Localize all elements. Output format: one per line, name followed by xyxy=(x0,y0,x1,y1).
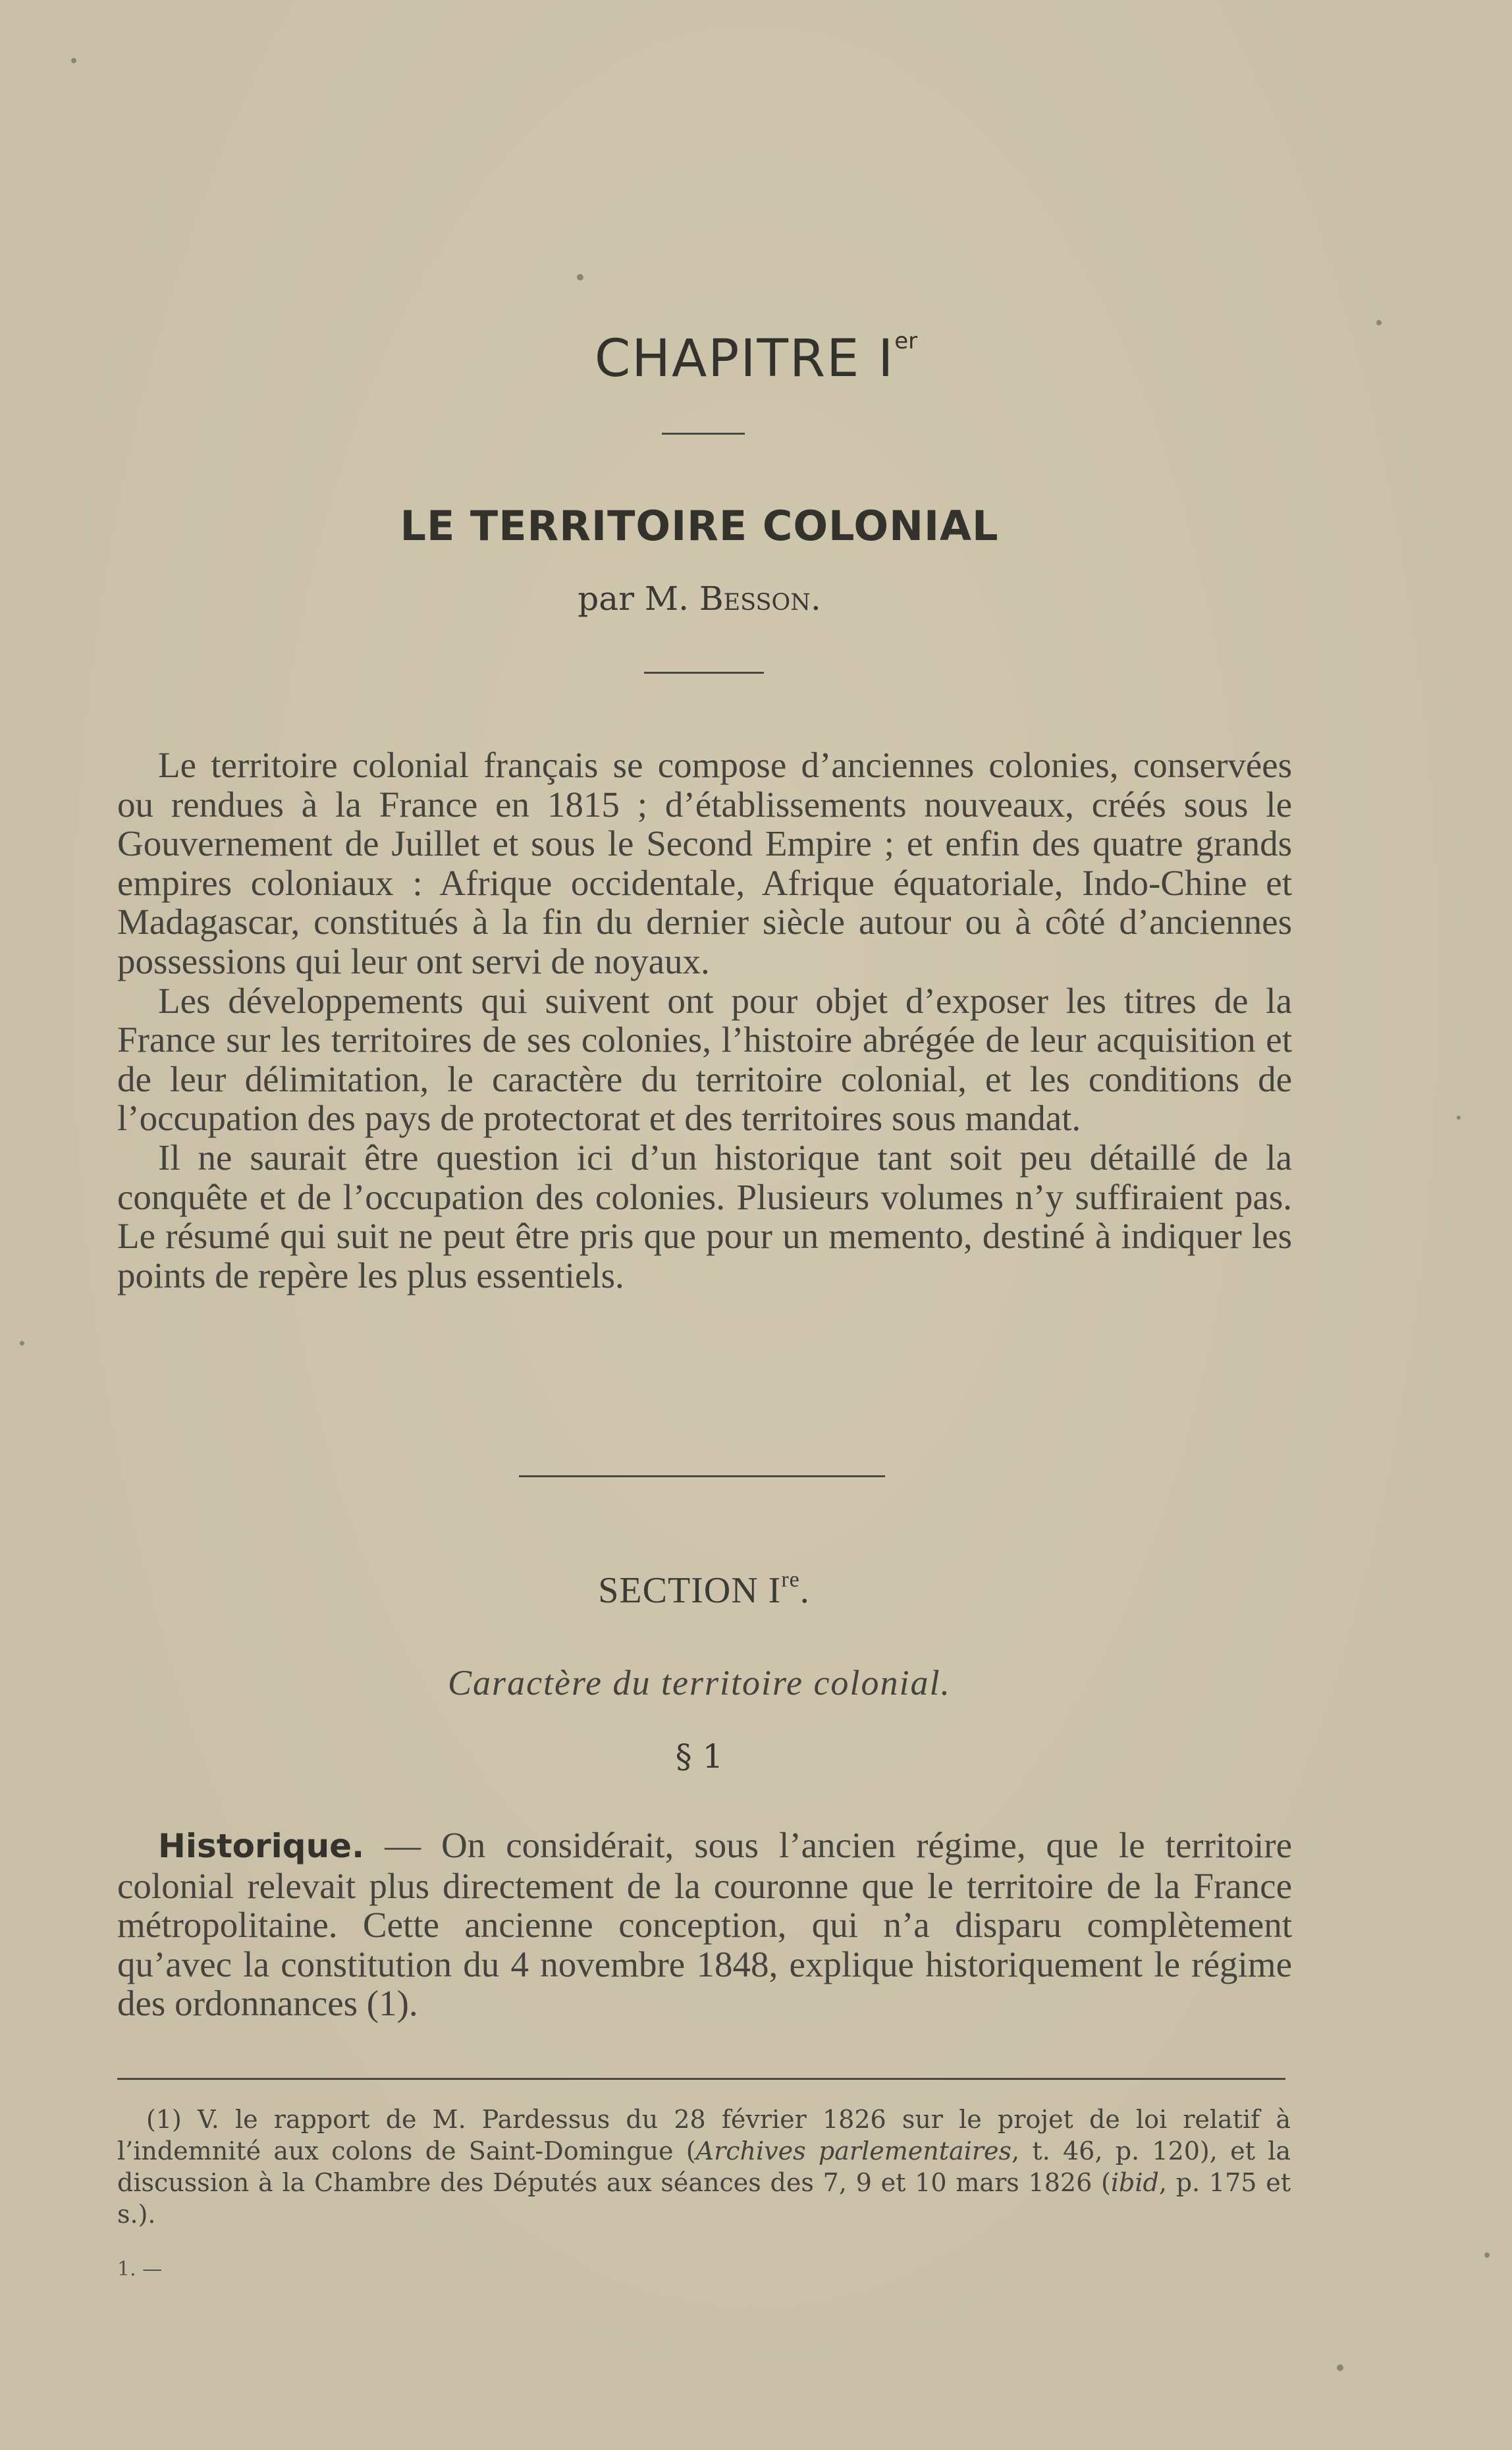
historique-lead: Historique. xyxy=(158,1827,365,1865)
intro-paragraph: Il ne saurait être question ici d’un historique tant soit peu détaillé de la conquête et de l’occupation des colonies. Plusieurs volumes n’y suffiraient pas. Le résumé qui suit ne peut être pris que pour un memento, destiné à indiquer les points de repère les plus essentiels. xyxy=(117,1137,1292,1295)
footnote xyxy=(117,2104,1291,2230)
section-label: SECTION I xyxy=(598,1570,782,1611)
section-ordinal-suffix: re xyxy=(781,1567,800,1592)
section-heading xyxy=(0,1567,1408,1612)
paper-speck xyxy=(1457,1116,1461,1120)
footnote-part: , p. 175 et s.). xyxy=(117,2168,1291,2229)
author-suffix: . xyxy=(810,580,821,618)
paper-speck xyxy=(71,58,76,63)
paper-speck xyxy=(577,274,583,281)
footnote-rule xyxy=(117,2078,1285,2080)
footnote-part: , t. 46, p. 120), et la discussion à la Chambre des Députés aux séances des 7, 9 et 10 mars 1826 ( xyxy=(117,2137,1291,2197)
author-name: Besson xyxy=(699,580,811,618)
paper-speck xyxy=(20,1341,24,1346)
paragraph-mark: § 1 xyxy=(675,1737,724,1776)
footnote-part: (1) V. le rapport de M. Pardessus du 28 février 1826 sur le projet de loi relatif à l’indemnité aux colons de Saint-Domingue ( xyxy=(117,2105,1291,2165)
author-line xyxy=(0,580,1399,618)
intro-paragraph: Les développements qui suivent ont pour objet d’exposer les titres de la France sur les territoires de ses colonies, l’histoire abrégée de leur acquisition et de leur délimitation, le caractère du territoire colonial, et les conditions de l’occupation des pays de protectorat et des territoires sous mandat. xyxy=(117,980,1292,1139)
signature-mark: 1. — xyxy=(117,2258,163,2281)
chapter-heading xyxy=(0,328,1512,389)
footnote-italic: Archives parlementaires xyxy=(695,2137,1012,2165)
paper-speck xyxy=(1337,2364,1343,2371)
footnote-italic: ibid xyxy=(1110,2168,1159,2197)
section-subtitle: Caractère du territoire colonial. xyxy=(448,1663,951,1702)
chapter-rule xyxy=(662,433,745,435)
historique-text xyxy=(117,1826,1292,2023)
section-separator-rule xyxy=(519,1475,885,1477)
paper-speck xyxy=(1484,2252,1490,2258)
historique-body: — On considérait, sous l’ancien régime, que le territoire colonial relevait plus directement de la couronne que le territoire de la France métropolitaine. Cette ancienne conception, qui n’a disparu complètement qu’avec la constitution du 4 novembre 1848, explique historiquement le régime des ordonnances (1). xyxy=(117,1825,1292,2024)
intro-paragraph: Le territoire colonial français se compose d’anciennes colonies, conservées ou rendues à la France en 1815 ; d’établissements nouveaux, créés sous le Gouvernement de Juillet et sous le Second Empire ; et enfin des quatre grands empires coloniaux : Afrique occidentale, Afrique équatoriale, Indo-Chine et Madagascar, constitués à la fin du dernier siècle autour ou à côté d’anciennes possessions qui leur ont servi de noyaux. xyxy=(117,745,1292,981)
paper-speck xyxy=(1376,320,1382,325)
author-rule xyxy=(644,672,764,674)
author-prefix: par M. xyxy=(578,580,689,618)
chapter-label: CHAPITRE I xyxy=(594,329,895,389)
chapter-title: LE TERRITOIRE COLONIAL xyxy=(400,502,999,550)
section-period: . xyxy=(799,1570,810,1611)
chapter-ordinal-suffix: er xyxy=(894,328,918,354)
intro-text xyxy=(117,746,1292,1295)
historique-paragraph xyxy=(117,1826,1292,2023)
